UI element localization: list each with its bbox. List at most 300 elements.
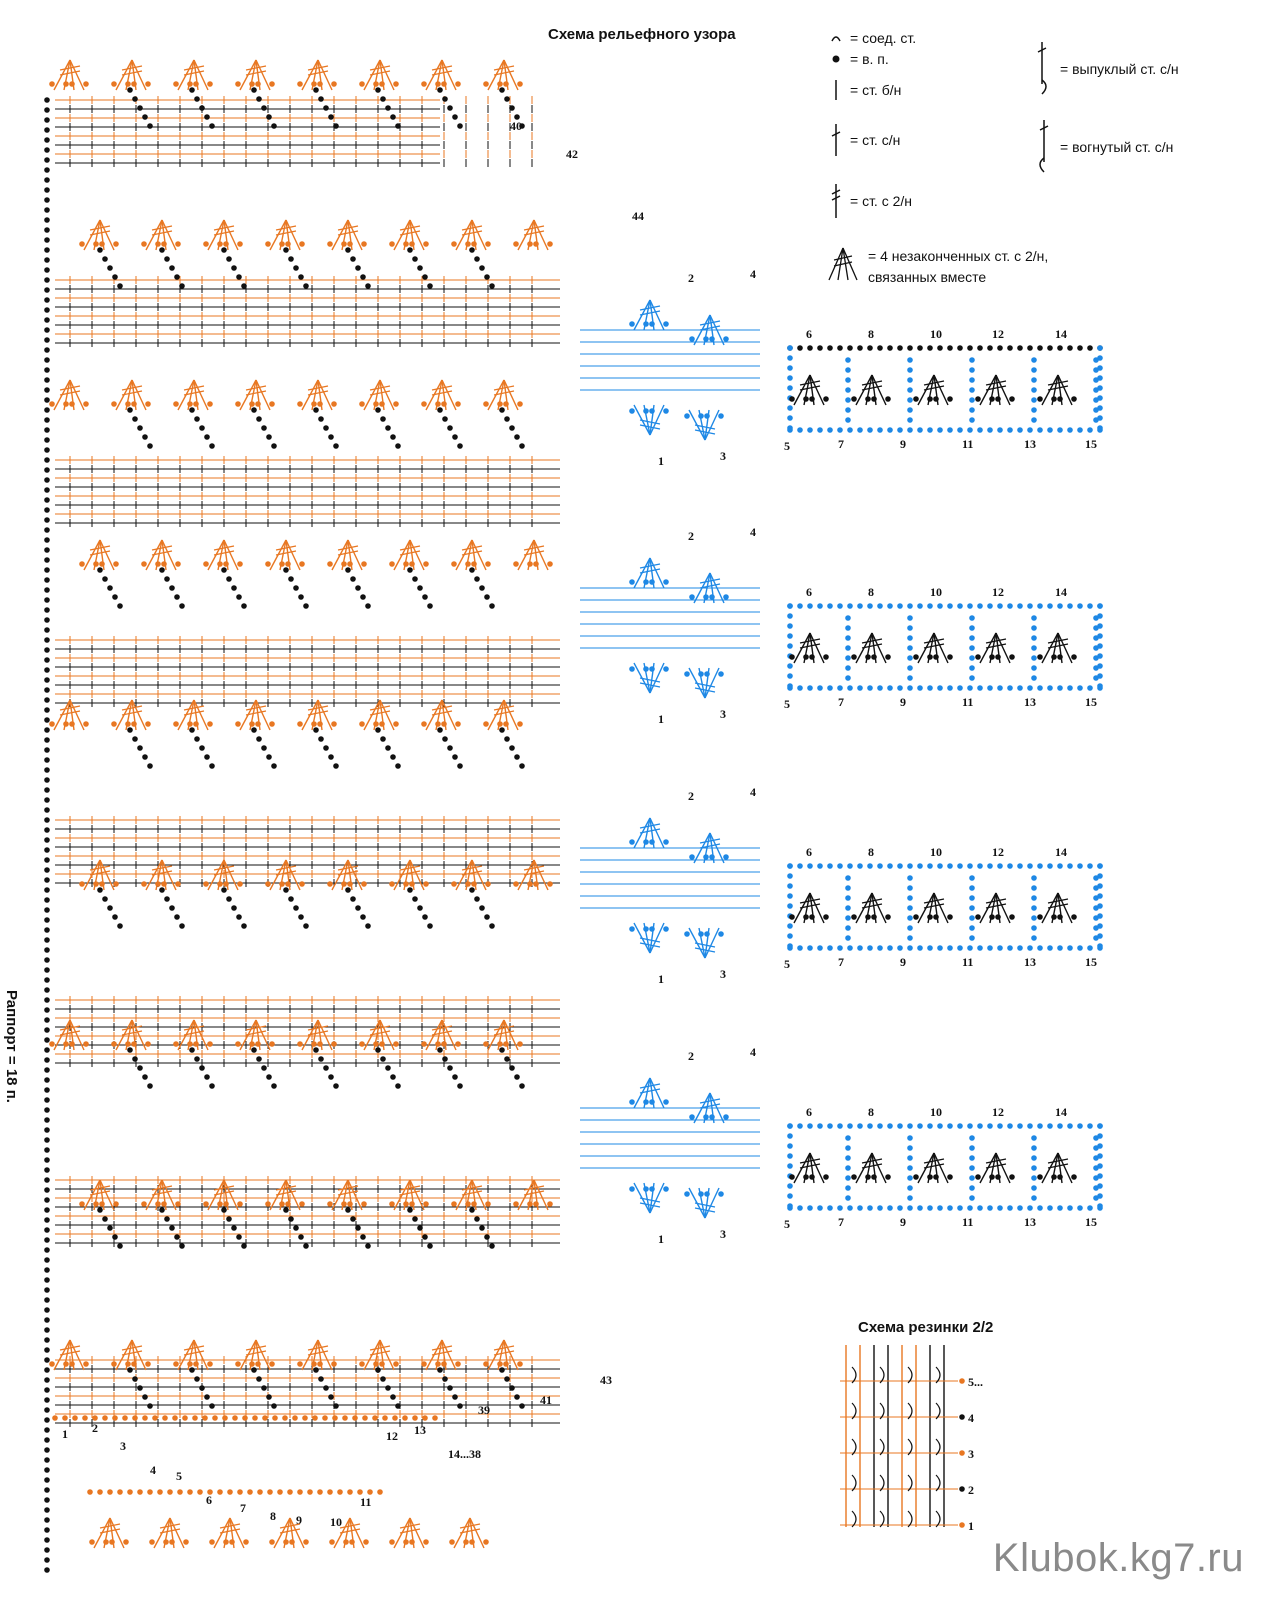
chain-stitch — [44, 627, 50, 633]
chain-stitch — [390, 114, 396, 120]
chain-stitch — [947, 396, 953, 402]
chain-stitch — [367, 1489, 373, 1495]
chain-stitch — [1067, 1205, 1073, 1211]
chain-stitch — [629, 321, 635, 327]
chain-stitch — [362, 1415, 368, 1421]
chain-stitch — [704, 413, 710, 419]
chain-stitch — [172, 1415, 178, 1421]
row-number: 2 — [92, 1421, 98, 1435]
chain-stitch — [703, 1114, 709, 1120]
chain-stitch — [72, 1415, 78, 1421]
chain-stitch — [311, 81, 317, 87]
chain-stitch — [1077, 685, 1083, 691]
chain-stitch — [44, 447, 50, 453]
chain-stitch — [44, 397, 50, 403]
chain-stitch — [44, 1527, 50, 1533]
chain-stitch — [1067, 427, 1073, 433]
chain-stitch — [117, 1243, 123, 1249]
chain-stitch — [959, 1414, 965, 1420]
chain-stitch — [131, 81, 137, 87]
chain-stitch — [1031, 1145, 1037, 1151]
chain-stitch — [1007, 863, 1013, 869]
chain-stitch — [44, 1337, 50, 1343]
chain-stitch — [845, 1145, 851, 1151]
chain-stitch — [111, 401, 117, 407]
chain-stitch — [44, 1107, 50, 1113]
chain-stitch — [111, 721, 117, 727]
chain-stitch — [969, 1165, 975, 1171]
chain-stitch — [372, 1415, 378, 1421]
chain-stitch — [390, 1394, 396, 1400]
cluster-tick — [695, 688, 715, 692]
chart-title: Схема рельефного узора — [548, 26, 736, 43]
chain-stitch — [435, 401, 441, 407]
chain-stitch — [1031, 665, 1037, 671]
chain-stitch — [103, 1539, 109, 1545]
chain-stitch — [127, 407, 133, 413]
row-number: 6 — [806, 327, 812, 341]
chain-stitch — [447, 1385, 453, 1391]
chain-stitch — [787, 355, 793, 361]
row-number: 40 — [510, 119, 522, 133]
chain-stitch — [649, 839, 655, 845]
chain-stitch — [489, 603, 495, 609]
chain-stitch — [827, 945, 833, 951]
chain-stitch — [684, 671, 690, 677]
chain-stitch — [865, 1174, 871, 1180]
chain-stitch — [122, 1415, 128, 1421]
chain-stitch — [847, 345, 853, 351]
chain-stitch — [107, 265, 113, 271]
chain-stitch — [643, 579, 649, 585]
chain-stitch — [204, 114, 210, 120]
row-number: 15 — [1085, 695, 1097, 709]
chain-stitch — [209, 1083, 215, 1089]
chain-stitch — [987, 345, 993, 351]
cluster-tick — [184, 706, 204, 710]
chain-stitch — [977, 603, 983, 609]
chain-stitch — [787, 385, 793, 391]
chain-stitch — [1009, 396, 1015, 402]
chain-stitch — [698, 1191, 704, 1197]
chain-stitch — [865, 396, 871, 402]
chain-stitch — [375, 1047, 381, 1053]
chain-stitch — [347, 1201, 353, 1207]
row-number: 14 — [1055, 1105, 1067, 1119]
chain-stitch — [235, 401, 241, 407]
chain-stitch — [313, 407, 319, 413]
chain-stitch — [465, 561, 471, 567]
cluster-tick — [462, 226, 482, 230]
chain-stitch — [317, 81, 323, 87]
chain-stitch — [113, 881, 119, 887]
chain-stitch — [1017, 863, 1023, 869]
chain-stitch — [221, 247, 227, 253]
chain-stitch — [261, 1065, 267, 1071]
chain-stitch — [1067, 945, 1073, 951]
chain-stitch — [93, 561, 99, 567]
rapport-label: Раппорт = 18 п. — [3, 990, 20, 1103]
chain-stitch — [117, 603, 123, 609]
legend-label: = 4 незаконченных ст. с 2/н, связанных вместе — [868, 248, 1049, 285]
chain-stitch — [125, 1041, 131, 1047]
chain-stitch — [137, 745, 143, 751]
row-number: 11 — [962, 955, 974, 969]
chain-stitch — [845, 645, 851, 651]
cluster-tick — [640, 306, 660, 310]
chain-stitch — [350, 1216, 356, 1222]
chain-stitch — [44, 287, 50, 293]
chain-stitch — [629, 1099, 635, 1105]
chain-stitch — [313, 727, 319, 733]
chain-stitch — [703, 336, 709, 342]
chain-stitch — [485, 881, 491, 887]
chain-stitch — [937, 863, 943, 869]
chain-stitch — [887, 1123, 893, 1129]
chain-stitch — [797, 1205, 803, 1211]
chain-stitch — [373, 1361, 379, 1367]
chain-stitch — [471, 1201, 477, 1207]
chain-stitch — [1009, 654, 1015, 660]
chain-stitch — [266, 114, 272, 120]
chain-stitch — [877, 945, 883, 951]
chain-stitch — [447, 425, 453, 431]
chain-stitch — [193, 721, 199, 727]
chain-stitch — [437, 727, 443, 733]
chain-stitch — [235, 1041, 241, 1047]
chain-stitch — [175, 1201, 181, 1207]
chain-stitch — [933, 654, 939, 660]
chain-stitch — [479, 905, 485, 911]
chain-stitch — [204, 754, 210, 760]
chain-stitch — [141, 881, 147, 887]
chain-stitch — [503, 1041, 509, 1047]
chain-stitch — [913, 654, 919, 660]
chain-stitch — [204, 1074, 210, 1080]
chain-stitch — [933, 1174, 939, 1180]
chain-stitch — [44, 1067, 50, 1073]
chain-stitch — [111, 1361, 117, 1367]
chain-stitch — [44, 1547, 50, 1553]
chain-stitch — [969, 1175, 975, 1181]
chain-stitch — [187, 1041, 193, 1047]
chain-stitch — [343, 1539, 349, 1545]
chain-stitch — [809, 914, 815, 920]
row-number: 7 — [240, 1501, 246, 1515]
chain-stitch — [787, 1133, 793, 1139]
chain-stitch — [1097, 345, 1103, 351]
cluster-tick — [1048, 1159, 1068, 1163]
chain-stitch — [422, 594, 428, 600]
cluster-tick — [370, 1346, 390, 1350]
chain-stitch — [997, 1205, 1003, 1211]
chain-stitch — [787, 863, 793, 869]
chain-stitch — [44, 587, 50, 593]
chain-stitch — [1009, 1174, 1015, 1180]
chain-stitch — [421, 721, 427, 727]
chain-stitch — [44, 617, 50, 623]
chain-stitch — [947, 914, 953, 920]
chain-stitch — [375, 1367, 381, 1373]
chain-stitch — [423, 881, 429, 887]
chain-stitch — [44, 1417, 50, 1423]
chain-stitch — [255, 1361, 261, 1367]
chain-stitch — [44, 1147, 50, 1153]
chain-stitch — [407, 247, 413, 253]
chain-stitch — [237, 1201, 243, 1207]
chain-stitch — [1031, 1195, 1037, 1201]
chain-stitch — [427, 1243, 433, 1249]
chain-stitch — [173, 1041, 179, 1047]
chain-stitch — [877, 345, 883, 351]
chain-stitch — [1077, 1205, 1083, 1211]
chain-stitch — [451, 1201, 457, 1207]
legend-label: = ст. б/н — [850, 82, 902, 98]
chain-stitch — [907, 1195, 913, 1201]
chain-stitch — [649, 579, 655, 585]
chain-stitch — [207, 401, 213, 407]
chain-stitch — [69, 1361, 75, 1367]
chain-stitch — [483, 1361, 489, 1367]
chain-stitch — [457, 443, 463, 449]
chain-stitch — [997, 345, 1003, 351]
chain-stitch — [437, 1047, 443, 1053]
chain-stitch — [147, 443, 153, 449]
chain-stitch — [897, 685, 903, 691]
chain-stitch — [509, 745, 515, 751]
chain-stitch — [441, 401, 447, 407]
chain-stitch — [361, 881, 367, 887]
chain-stitch — [787, 375, 793, 381]
chain-stitch — [323, 425, 329, 431]
chain-stitch — [44, 107, 50, 113]
chain-stitch — [947, 1123, 953, 1129]
chain-stitch — [1027, 1205, 1033, 1211]
chain-stitch — [1057, 603, 1063, 609]
cluster-tick — [160, 1524, 180, 1528]
chain-stitch — [203, 241, 209, 247]
row-number: 11 — [962, 695, 974, 709]
chain-stitch — [169, 265, 175, 271]
chain-stitch — [845, 935, 851, 941]
chain-stitch — [145, 81, 151, 87]
chain-stitch — [227, 1489, 233, 1495]
chain-stitch — [256, 1056, 262, 1062]
chain-stitch — [663, 839, 669, 845]
chain-stitch — [293, 1225, 299, 1231]
chain-stitch — [112, 594, 118, 600]
chain-stitch — [907, 863, 913, 869]
chain-stitch — [807, 1123, 813, 1129]
chain-stitch — [317, 1489, 323, 1495]
cluster-tick — [494, 66, 514, 70]
chain-stitch — [44, 917, 50, 923]
chain-stitch — [132, 1376, 138, 1382]
chain-stitch — [393, 401, 399, 407]
chain-stitch — [787, 623, 793, 629]
chain-stitch — [203, 881, 209, 887]
chain-stitch — [1097, 425, 1103, 431]
row-number: 2 — [688, 271, 694, 285]
chain-stitch — [663, 1186, 669, 1192]
cluster-tick — [862, 639, 882, 643]
chain-stitch — [412, 896, 418, 902]
row-number: 4 — [968, 1411, 974, 1425]
chain-stitch — [959, 1450, 965, 1456]
chain-stitch — [302, 1415, 308, 1421]
chain-stitch — [44, 527, 50, 533]
chain-stitch — [1057, 345, 1063, 351]
chain-stitch — [44, 1257, 50, 1263]
chain-stitch — [969, 1185, 975, 1191]
chain-stitch — [97, 1489, 103, 1495]
chain-stitch — [643, 321, 649, 327]
chain-stitch — [957, 685, 963, 691]
chain-stitch — [164, 576, 170, 582]
chain-stitch — [317, 1361, 323, 1367]
chain-stitch — [241, 603, 247, 609]
cluster-tick — [986, 639, 1006, 643]
chain-stitch — [44, 637, 50, 643]
chain-stitch — [1007, 427, 1013, 433]
chain-stitch — [145, 721, 151, 727]
chain-stitch — [474, 576, 480, 582]
chain-stitch — [164, 896, 170, 902]
chain-stitch — [182, 1415, 188, 1421]
chain-stitch — [907, 1175, 913, 1181]
row-number: 3 — [968, 1447, 974, 1461]
chain-stitch — [1071, 396, 1077, 402]
chain-stitch — [272, 1415, 278, 1421]
row-number: 8 — [270, 1509, 276, 1523]
chain-stitch — [471, 241, 477, 247]
chain-stitch — [44, 137, 50, 143]
chain-stitch — [44, 257, 50, 263]
chain-stitch — [44, 567, 50, 573]
chain-stitch — [390, 754, 396, 760]
chain-stitch — [1007, 345, 1013, 351]
chain-stitch — [289, 1539, 295, 1545]
chain-stitch — [897, 1123, 903, 1129]
cluster-tick — [338, 226, 358, 230]
chain-stitch — [318, 1376, 324, 1382]
chain-stitch — [99, 881, 105, 887]
chain-stitch — [423, 1201, 429, 1207]
cluster-tick — [338, 866, 358, 870]
row-number: 10 — [330, 1515, 342, 1529]
chain-stitch — [161, 1201, 167, 1207]
chain-stitch — [907, 407, 913, 413]
row-number: 39 — [478, 1403, 490, 1417]
chain-stitch — [689, 336, 695, 342]
chain-stitch — [313, 1367, 319, 1373]
chain-stitch — [479, 1225, 485, 1231]
chain-stitch — [137, 1489, 143, 1495]
chain-stitch — [379, 1361, 385, 1367]
chain-stitch — [83, 721, 89, 727]
chain-stitch — [1017, 945, 1023, 951]
chain-stitch — [857, 427, 863, 433]
chain-stitch — [927, 603, 933, 609]
chain-stitch — [987, 427, 993, 433]
chain-stitch — [452, 114, 458, 120]
chain-stitch — [379, 721, 385, 727]
chain-stitch — [897, 345, 903, 351]
chain-stitch — [256, 96, 262, 102]
chain-stitch — [322, 1415, 328, 1421]
chain-stitch — [49, 1041, 55, 1047]
chain-stitch — [375, 407, 381, 413]
chain-stitch — [44, 1247, 50, 1253]
row-number: 15 — [1085, 1215, 1097, 1229]
cluster-tick — [370, 386, 390, 390]
chain-stitch — [887, 427, 893, 433]
chain-stitch — [177, 1489, 183, 1495]
cluster-tick — [246, 386, 266, 390]
chain-stitch — [241, 1243, 247, 1249]
chain-stitch — [907, 1185, 913, 1191]
cluster-tick — [122, 1346, 142, 1350]
chain-stitch — [69, 1041, 75, 1047]
chain-stitch — [217, 1201, 223, 1207]
chain-stitch — [1077, 427, 1083, 433]
chain-stitch — [827, 1205, 833, 1211]
chain-stitch — [649, 926, 655, 932]
row-number: 2 — [688, 1049, 694, 1063]
chain-stitch — [44, 847, 50, 853]
chain-stitch — [969, 625, 975, 631]
chain-stitch — [332, 1415, 338, 1421]
cluster-tick — [700, 1099, 720, 1103]
chain-stitch — [969, 905, 975, 911]
chain-stitch — [1027, 685, 1033, 691]
chain-stitch — [947, 685, 953, 691]
chain-stitch — [504, 416, 510, 422]
chain-stitch — [465, 1201, 471, 1207]
row-number: 7 — [838, 955, 844, 969]
chain-stitch — [897, 603, 903, 609]
row-number: 11 — [962, 1215, 974, 1229]
chain-stitch — [1071, 914, 1077, 920]
chain-stitch — [807, 863, 813, 869]
chain-stitch — [69, 81, 75, 87]
chain-stitch — [1037, 863, 1043, 869]
chain-stitch — [393, 1361, 399, 1367]
chain-stitch — [62, 1415, 68, 1421]
chain-stitch — [44, 1537, 50, 1543]
cluster-tick — [800, 639, 820, 643]
chain-stitch — [403, 881, 409, 887]
cluster-tick — [460, 1524, 480, 1528]
chain-stitch — [969, 1155, 975, 1161]
chain-stitch — [1017, 685, 1023, 691]
chain-stitch — [117, 283, 123, 289]
chain-stitch — [236, 914, 242, 920]
chain-stitch — [907, 895, 913, 901]
row-number: 13 — [1024, 955, 1036, 969]
chain-stitch — [1031, 625, 1037, 631]
row-number: 2 — [968, 1483, 974, 1497]
chain-stitch — [359, 721, 365, 727]
chain-stitch — [269, 1041, 275, 1047]
cluster-tick — [152, 866, 172, 870]
chain-stitch — [504, 1056, 510, 1062]
chain-stitch — [209, 1539, 215, 1545]
chain-stitch — [49, 81, 55, 87]
row-number: 43 — [600, 1373, 612, 1387]
chain-stitch — [44, 787, 50, 793]
chain-stitch — [395, 1403, 401, 1409]
